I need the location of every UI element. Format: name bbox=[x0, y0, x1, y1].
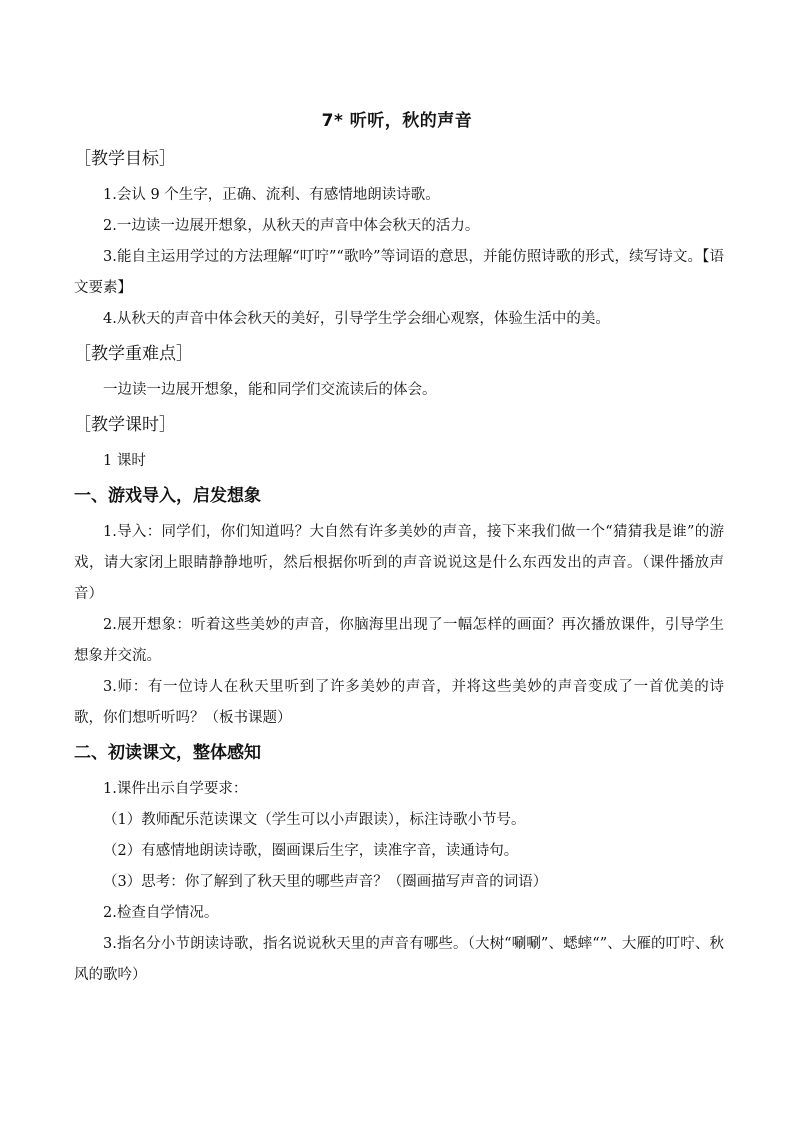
part2-item: 3.指名分小节朗读诗歌，指名说说秋天里的声音有哪些。（大树“唰唰”、蟋蟀“”、大雁的叮咛、秋风的歌吟） bbox=[74, 936, 724, 983]
goal-item: 2.一边读一边展开想象，从秋天的声音中体会秋天的活力。 bbox=[103, 218, 480, 234]
lesson-title: 7* 听听，秋的声音 bbox=[321, 111, 473, 131]
hours-heading: ［教学课时］ bbox=[74, 415, 176, 435]
part2-item: 2.检查自学情况。 bbox=[103, 905, 219, 921]
hours-item: 1 课时 bbox=[103, 453, 146, 469]
goal-item: 3.能自主运用学过的方法理解“叮咛”“歌吟”等词语的意思，并能仿照诗歌的形式，续写诗文。【语文要素】 bbox=[74, 249, 724, 296]
part2-item: （1）教师配乐范读课文（学生可以小声跟读），标注诗歌小节号。 bbox=[103, 812, 526, 828]
part1-heading: 一、游戏导入，启发想象 bbox=[74, 486, 261, 506]
goals-heading: ［教学目标］ bbox=[74, 149, 176, 169]
part1-item: 1.导入：同学们，你们知道吗？大自然有许多美妙的声音，接下来我们做一个“猜猜我是谁”的游戏，请大家闭上眼睛静静地听，然后根据你听到的声音说说这是什么东西发出的声音。（课件播放声音） bbox=[74, 524, 724, 602]
part2-item: （3）思考：你了解到了秋天里的哪些声音？（圈画描写声音的词语） bbox=[103, 874, 548, 890]
part2-heading: 二、初读课文，整体感知 bbox=[74, 743, 261, 763]
part2-item: 1.课件出示自学要求： bbox=[103, 781, 248, 797]
keypoint-item: 一边读一边展开想象，能和同学们交流读后的体会。 bbox=[103, 382, 437, 398]
part1-item: 3.师：有一位诗人在秋天里听到了许多美妙的声音，并将这些美妙的声音变成了一首优美的诗歌，你们想听听吗？（板书课题） bbox=[74, 679, 724, 726]
keypoints-heading: ［教学重难点］ bbox=[74, 344, 193, 364]
goal-item: 4.从秋天的声音中体会秋天的美好，引导学生学会细心观察，体验生活中的美。 bbox=[103, 311, 610, 327]
part1-item: 2.展开想象：听着这些美妙的声音，你脑海里出现了一幅怎样的画面？再次播放课件，引导学生想象并交流。 bbox=[74, 617, 724, 664]
lesson-content bbox=[74, 146, 724, 991]
part2-item: （2）有感情地朗读诗歌，圈画课后生字，读准字音，读通诗句。 bbox=[103, 843, 519, 859]
goal-item: 1.会认 9 个生字，正确、流利、有感情地朗读诗歌。 bbox=[103, 187, 440, 203]
